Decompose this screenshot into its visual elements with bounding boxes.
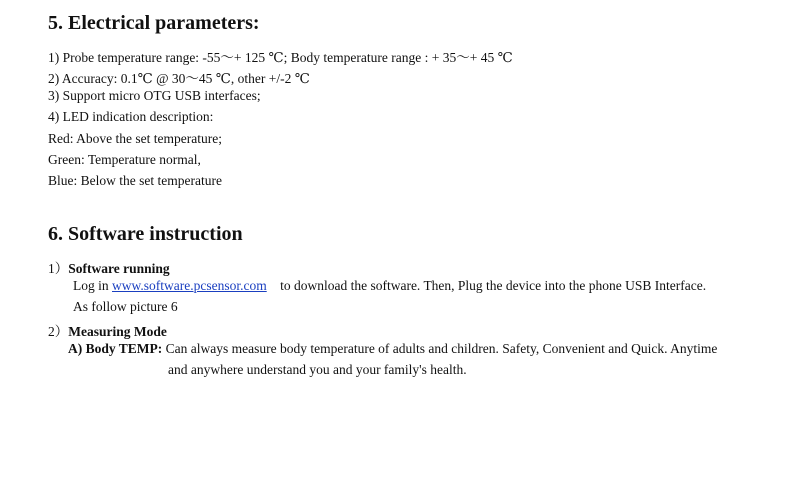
software-item-2-heading <box>48 320 167 340</box>
software-item-1-text <box>73 278 706 294</box>
item-1-number: 1） <box>48 261 69 276</box>
software-item-1-heading <box>48 257 170 277</box>
body-temp-line <box>68 341 717 357</box>
electrical-line-2: 2) Accuracy: 0.1℃ @ 30～45 ℃, other +/-2 ℃ <box>48 71 310 86</box>
item-2-number: 2） <box>48 324 69 339</box>
electrical-line-red: Red: Above the set temperature; <box>48 131 222 146</box>
electrical-line-blue: Blue: Below the set temperature <box>48 173 222 188</box>
item-1-title: Software running <box>68 261 170 276</box>
login-prefix: Log in <box>73 278 109 293</box>
body-temp-text: Can always measure body temperature of adults and children. Safety, Convenient and Quick. Anytime <box>165 341 718 356</box>
electrical-line-4: 4) LED indication description: <box>48 109 214 124</box>
item-2-title: Measuring Mode <box>68 324 167 339</box>
software-download-link[interactable]: www.software.pcsensor.com <box>112 278 267 293</box>
electrical-line-green: Green: Temperature normal, <box>48 152 201 167</box>
section-6-heading: 6. Software instruction <box>48 223 243 245</box>
body-temp-continuation: and anywhere understand you and your family's health. <box>168 362 467 377</box>
body-temp-label: A) Body TEMP: <box>68 341 163 356</box>
software-item-1-continuation: As follow picture 6 <box>73 299 178 314</box>
login-suffix: to download the software. Then, Plug the device into the phone USB Interface. <box>280 278 707 293</box>
electrical-line-1: 1) Probe temperature range: -55～+ 125 ℃; Body temperature range : + 35～+ 45 ℃ <box>48 50 513 65</box>
electrical-line-3: 3) Support micro OTG USB interfaces; <box>48 88 261 103</box>
section-5-heading: 5. Electrical parameters: <box>48 12 260 34</box>
